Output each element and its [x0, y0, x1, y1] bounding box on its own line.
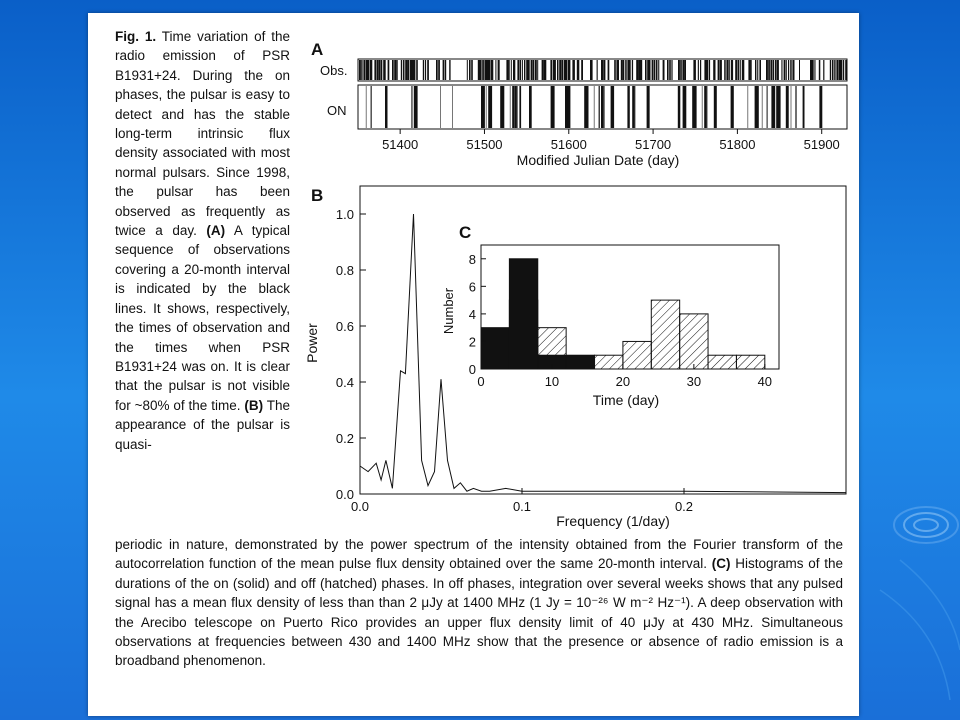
on-timeline-bar: [599, 86, 600, 128]
panel-b-xlabel: Frequency (1/day): [556, 513, 670, 529]
on-timeline-bar: [440, 86, 441, 128]
on-timeline-bar: [767, 86, 768, 128]
obs-timeline-bar: [614, 60, 616, 80]
panel-b-ylabel: Power: [304, 323, 320, 363]
obs-timeline-bar: [832, 60, 834, 80]
obs-timeline-bar: [751, 60, 752, 80]
on-timeline-bar: [551, 86, 555, 128]
obs-timeline-bar: [535, 60, 537, 80]
obs-timeline-bar: [403, 60, 405, 80]
obs-timeline-bar: [542, 60, 544, 80]
obs-timeline-bar: [377, 60, 379, 80]
obs-timeline-bar: [601, 60, 603, 80]
panel-b-x-tick-label: 0.0: [350, 499, 370, 514]
obs-timeline-bar: [836, 60, 838, 80]
panel-b-y-tick-label: 0.2: [335, 431, 354, 446]
on-timeline-bar: [649, 86, 650, 128]
obs-timeline-bar: [555, 60, 556, 80]
on-phase-bar: [566, 355, 594, 369]
obs-timeline-bar: [788, 60, 789, 80]
row-label-obs: Obs.: [320, 63, 348, 78]
obs-timeline-bar: [680, 60, 682, 80]
obs-timeline-bar: [656, 60, 658, 80]
obs-timeline-bar: [363, 60, 365, 80]
on-timeline-bar: [683, 86, 687, 128]
caption-text-3: The appearance of the pulsar is quasi-: [115, 397, 290, 452]
panel-b-x-tick-label: 0.1: [512, 499, 532, 514]
on-timeline-bar: [510, 86, 511, 128]
on-timeline-bar: [707, 86, 708, 128]
panel-c-label: C: [459, 223, 472, 242]
on-timeline-bar: [452, 86, 453, 128]
panel-a-x-tick-label: 51900: [803, 137, 840, 152]
obs-timeline-bar: [726, 60, 728, 80]
on-timeline-bar: [488, 86, 492, 128]
obs-timeline-bar: [394, 60, 396, 80]
obs-timeline-bar: [410, 60, 413, 80]
obs-timeline-bar: [755, 60, 756, 80]
obs-timeline-bar: [786, 60, 787, 80]
panel-c-y-tick-label: 6: [468, 279, 476, 295]
on-timeline-bar: [771, 86, 775, 128]
obs-timeline-bar: [572, 60, 575, 80]
on-timeline-bar: [747, 86, 748, 128]
off-phase-bar: [651, 300, 679, 369]
figure-caption-column: [115, 27, 290, 454]
panel-c-y-tick-label: 8: [468, 251, 476, 267]
on-timeline-bar: [714, 86, 717, 128]
obs-timeline-bar: [557, 60, 559, 80]
obs-timeline-bar: [495, 60, 496, 80]
obs-timeline-bar: [471, 60, 473, 80]
obs-timeline-bar: [423, 60, 424, 80]
on-timeline-bar: [613, 86, 614, 128]
on-timeline-bar: [500, 86, 504, 128]
obs-timeline-bar: [379, 60, 381, 80]
obs-timeline-bar: [438, 60, 440, 80]
panel-c-x-tick-label: 10: [544, 374, 560, 389]
obs-timeline-bar: [731, 60, 733, 80]
obs-timeline-bar: [491, 60, 493, 80]
on-timeline-bar: [512, 86, 514, 128]
obs-timeline-bar: [550, 60, 552, 80]
on-timeline-bar: [702, 86, 703, 128]
figure-caption-bottom: [115, 535, 843, 671]
on-timeline-bar: [791, 86, 792, 128]
obs-timeline-bar: [669, 60, 671, 80]
on-timeline-bar: [584, 86, 588, 128]
obs-timeline-bar: [559, 60, 561, 80]
obs-timeline-bar: [513, 60, 515, 80]
obs-timeline-bar: [632, 60, 633, 80]
panel-a-x-tick-label: 51500: [466, 137, 503, 152]
obs-timeline-bar: [407, 60, 409, 80]
obs-timeline-bar: [777, 60, 779, 80]
obs-timeline-bar: [748, 60, 750, 80]
obs-timeline-bar: [649, 60, 650, 80]
obs-timeline-bar: [396, 60, 397, 80]
caption-text-2: A typical sequence of observations covering a 20-month interval is indicated by the black lines. It shows, respectively, the times of observation and the times when PSR B1931+24 was on. It is clear that the pulsar is not visible for ~80% of the time.: [115, 223, 290, 413]
obs-timeline-bar: [693, 60, 696, 80]
panel-a-label: A: [311, 40, 324, 59]
on-timeline-bar: [366, 86, 367, 128]
obs-timeline-bar: [742, 60, 745, 80]
obs-timeline-bar: [520, 60, 521, 80]
on-phase-bar: [481, 328, 509, 369]
panel-b-label: B: [311, 186, 324, 205]
obs-timeline-bar: [427, 60, 429, 80]
row-label-on: ON: [327, 103, 347, 118]
obs-timeline-bar: [544, 60, 547, 80]
obs-timeline-bar: [537, 60, 538, 80]
obs-timeline-bar: [641, 60, 643, 80]
obs-timeline-bar: [724, 60, 726, 80]
panel-a-x-tick-label: 51400: [382, 137, 419, 152]
panel-a-x-tick-label: 51800: [719, 137, 756, 152]
obs-timeline-bar: [685, 60, 686, 80]
panel-a-x-tick-label: 51700: [635, 137, 672, 152]
panel-a-x-tick-label: 51600: [550, 137, 587, 152]
obs-timeline-bar: [627, 60, 630, 80]
on-timeline-bar: [627, 86, 629, 128]
obs-timeline-bar: [845, 60, 847, 80]
obs-timeline-bar: [392, 60, 394, 80]
obs-timeline-bar: [368, 60, 370, 80]
panel-c-x-tick-label: 20: [615, 374, 631, 389]
on-timeline-bar: [731, 86, 734, 128]
obs-timeline-bar: [370, 60, 372, 80]
obs-timeline-bar: [467, 60, 468, 80]
obs-timeline-bar: [729, 60, 730, 80]
obs-timeline-bar: [621, 60, 623, 80]
obs-timeline-bar: [511, 60, 512, 80]
off-phase-bar: [680, 314, 708, 369]
obs-timeline-bar: [737, 60, 739, 80]
obs-timeline-bar: [834, 60, 835, 80]
on-timeline-bar: [803, 86, 805, 128]
obs-timeline-bar: [792, 60, 794, 80]
obs-timeline-bar: [388, 60, 390, 80]
obs-timeline-bar: [671, 60, 672, 80]
obs-timeline-bar: [524, 60, 525, 80]
off-phase-bar: [623, 341, 651, 369]
obs-timeline-bar: [625, 60, 627, 80]
obs-timeline-bar: [713, 60, 715, 80]
obs-timeline-bar: [823, 60, 824, 80]
on-timeline-bar: [519, 86, 521, 128]
obs-timeline-bar: [812, 60, 814, 80]
obs-timeline-bar: [718, 60, 720, 80]
obs-timeline-bar: [425, 60, 426, 80]
obs-timeline-bar: [489, 60, 491, 80]
obs-timeline-bar: [577, 60, 580, 80]
obs-timeline-bar: [735, 60, 737, 80]
on-timeline-bar: [594, 86, 595, 128]
obs-timeline-bar: [720, 60, 722, 80]
obs-timeline-bar: [405, 60, 407, 80]
panel-a-xlabel: Modified Julian Date (day): [516, 152, 680, 168]
panel-c-x-tick-label: 30: [686, 374, 702, 389]
obs-timeline-bar: [704, 60, 707, 80]
on-timeline-bar: [819, 86, 822, 128]
obs-timeline-bar: [506, 60, 508, 80]
on-timeline-bar: [786, 86, 789, 128]
obs-timeline-bar: [630, 60, 631, 80]
on-timeline-bar: [515, 86, 517, 128]
obs-timeline-bar: [590, 60, 593, 80]
obs-timeline-bar: [658, 60, 659, 80]
obs-timeline-bar: [564, 60, 566, 80]
obs-timeline-bar: [603, 60, 605, 80]
obs-timeline-bar: [522, 60, 523, 80]
obs-timeline-bar: [682, 60, 684, 80]
caption-text-1: Time variation of the radio emission of PSR B1931+24. During the on phases, the pulsar is easy to detect and has the stable long-term intrinsic flux density associated with most normal pulsars. Since 1998, the pulsar has been observed as frequently as twice a day.: [115, 29, 290, 239]
obs-timeline-bar: [445, 60, 446, 80]
obs-timeline-bar: [401, 60, 402, 80]
obs-timeline-bar: [636, 60, 638, 80]
obs-timeline-bar: [478, 60, 481, 80]
on-timeline-bar: [611, 86, 613, 128]
obs-timeline-bar: [654, 60, 656, 80]
on-timeline-bar: [795, 86, 796, 128]
on-timeline-bar: [411, 86, 412, 128]
obs-timeline-bar: [414, 60, 415, 80]
obs-timeline-bar: [759, 60, 761, 80]
obs-timeline-bar: [700, 60, 701, 80]
obs-timeline-bar: [374, 60, 376, 80]
on-timeline-bar: [486, 86, 487, 128]
on-timeline-bar: [788, 86, 789, 128]
on-timeline-bar: [776, 86, 780, 128]
obs-timeline-bar: [784, 60, 786, 80]
obs-timeline-bar: [830, 60, 831, 80]
on-timeline-bar: [692, 86, 696, 128]
obs-timeline-bar: [709, 60, 710, 80]
panel-c-y-tick-label: 0: [468, 362, 476, 377]
panel-a-x-axis: [382, 129, 840, 152]
panel-b-x-tick-label: 0.2: [674, 499, 694, 514]
obs-timeline-bar: [698, 60, 699, 80]
figure-panels: [293, 23, 853, 533]
obs-timeline-bar: [528, 60, 529, 80]
caption-text-4: periodic in nature, demonstrated by the power spectrum of the intensity obtained from the Fourier transform of the autocorrelation function of the mean pulse flux density obtained over the same 20-month interval.: [115, 537, 843, 572]
obs-timeline-bar: [707, 60, 709, 80]
caption-text-5: Histograms of the durations of the on (solid) and off (hatched) phases. In off phases, integration over several weeks shows that any pulsed signal has a mean flux density of less than than 2 μJy at 1400 MHz (1 Jy = 10⁻²⁶ W m⁻² Hz⁻¹). A deep observation with the Arecibo telescope on Puerto Rico provides an upper flux density limit of 40 μJy at 430 MHz. Simultaneous observations at frequencies between 430 and 1400 MHz show that the presence or absence of radio emission is a broadband phenomenon.: [115, 556, 844, 669]
obs-timeline-bar: [498, 60, 500, 80]
obs-timeline-bar: [810, 60, 813, 80]
obs-timeline-bar: [647, 60, 649, 80]
obs-timeline-bar: [443, 60, 445, 80]
obs-timeline-bar: [839, 60, 842, 80]
off-phase-bar: [736, 355, 764, 369]
panel-b-y-tick-label: 0.0: [335, 487, 354, 502]
obs-timeline-bar: [533, 60, 535, 80]
obs-timeline-bar: [841, 60, 843, 80]
paper-figure-page: [88, 13, 859, 716]
obs-timeline-bar: [766, 60, 768, 80]
obs-timeline-bar: [383, 60, 386, 80]
obs-timeline-bar: [799, 60, 800, 80]
panel-b-y-tick-label: 1.0: [335, 207, 354, 222]
on-timeline-bar: [762, 86, 763, 128]
on-timeline-bar: [635, 86, 636, 128]
panel-b-y-tick-label: 0.6: [335, 319, 354, 334]
obs-timeline-bar: [623, 60, 624, 80]
panel-c-xlabel: Time (day): [592, 392, 660, 408]
caption-panel-a-ref: (A): [206, 223, 226, 239]
obs-timeline-bar: [790, 60, 792, 80]
obs-timeline-bar: [480, 60, 482, 80]
obs-timeline-bar: [449, 60, 450, 80]
obs-timeline-bar: [645, 60, 647, 80]
obs-timeline-bar: [526, 60, 528, 80]
obs-timeline-bar: [768, 60, 770, 80]
obs-timeline-bar: [469, 60, 471, 80]
on-timeline-bar: [385, 86, 388, 128]
obs-timeline-bar: [757, 60, 758, 80]
obs-timeline-bar: [663, 60, 665, 80]
on-timeline-bar: [371, 86, 372, 128]
on-timeline-bar: [755, 86, 759, 128]
on-timeline-bar: [517, 86, 518, 128]
caption-panel-c-ref: (C): [711, 556, 731, 572]
obs-timeline-bar: [770, 60, 772, 80]
obs-timeline-bar: [366, 60, 368, 80]
obs-timeline-bar: [482, 60, 484, 80]
on-timeline-bar: [414, 86, 418, 128]
obs-timeline-bar: [436, 60, 438, 80]
obs-timeline-bar: [361, 60, 362, 80]
obs-timeline-bar: [566, 60, 568, 80]
on-timeline-bar: [481, 86, 485, 128]
panel-c-y-tick-label: 4: [468, 306, 476, 322]
off-phase-bar: [595, 355, 623, 369]
on-timeline-bar: [603, 86, 604, 128]
on-phase-bar: [509, 259, 537, 369]
obs-timeline-bar: [381, 60, 382, 80]
on-timeline-bar: [529, 86, 532, 128]
obs-timeline-bar: [775, 60, 777, 80]
obs-timeline-bar: [814, 60, 815, 80]
obs-timeline-bar: [531, 60, 533, 80]
obs-timeline-bar: [359, 60, 361, 80]
panel-c-x-tick-label: 0: [477, 374, 485, 389]
obs-timeline-bar: [843, 60, 844, 80]
obs-timeline-bar: [412, 60, 414, 80]
obs-timeline-bar: [416, 60, 418, 80]
obs-timeline-bar: [773, 60, 774, 80]
obs-timeline-bar: [568, 60, 570, 80]
panel-c-ylabel: Number: [441, 287, 456, 335]
obs-timeline-bar: [581, 60, 583, 80]
panel-c-y-tick-label: 2: [468, 334, 476, 350]
obs-timeline-bar: [819, 60, 821, 80]
obs-timeline-bar: [597, 60, 598, 80]
obs-timeline-bar: [652, 60, 654, 80]
panel-b-y-tick-label: 0.4: [335, 375, 354, 390]
panel-c-x-tick-label: 40: [757, 374, 773, 389]
obs-timeline-bar: [667, 60, 669, 80]
obs-timeline-bar: [509, 60, 510, 80]
on-timeline-bar: [678, 86, 681, 128]
obs-timeline-bar: [517, 60, 519, 80]
obs-timeline-bar: [553, 60, 555, 80]
obs-timeline-bar: [616, 60, 619, 80]
figure-label: Fig. 1.: [115, 29, 157, 44]
obs-timeline-bar: [608, 60, 610, 80]
obs-timeline-bar: [487, 60, 489, 80]
off-phase-bar: [708, 355, 736, 369]
obs-timeline-bar: [740, 60, 741, 80]
obs-timeline-bar: [561, 60, 563, 80]
obs-timeline-bar: [678, 60, 680, 80]
caption-panel-b-ref: (B): [244, 397, 264, 413]
on-timeline-bar: [567, 86, 570, 128]
obs-timeline-bar: [781, 60, 782, 80]
panel-b-y-tick-label: 0.8: [335, 263, 354, 278]
obs-timeline-bar: [638, 60, 641, 80]
